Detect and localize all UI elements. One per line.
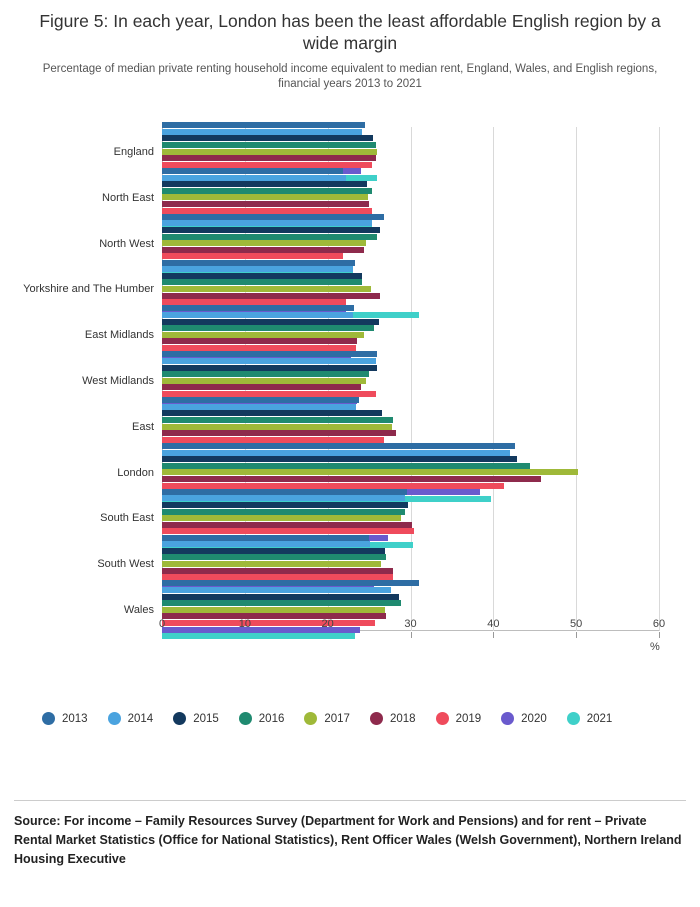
x-axis-tick [576, 632, 577, 638]
category-label: North West [99, 237, 154, 250]
x-axis-tick-label: 10 [238, 618, 251, 630]
bar [162, 201, 369, 207]
bar [162, 613, 386, 619]
bar [162, 600, 401, 606]
bar [162, 378, 366, 384]
bar [162, 535, 369, 541]
bar [162, 175, 346, 181]
bar [162, 384, 361, 390]
legend-swatch-icon [108, 712, 121, 725]
bar [162, 188, 372, 194]
legend-item[interactable] [108, 712, 154, 725]
x-gridline [493, 127, 494, 631]
bar [162, 332, 364, 338]
bar [162, 443, 515, 449]
bar [162, 247, 364, 253]
bar [162, 220, 372, 226]
x-axis-tick-label: 40 [487, 618, 500, 630]
legend-label: 2013 [62, 712, 88, 725]
bar [162, 463, 530, 469]
x-axis-unit-label: % [650, 641, 660, 653]
bar [162, 594, 399, 600]
category-label: England [113, 145, 154, 158]
category-label: Yorkshire and The Humber [23, 283, 154, 296]
bar [162, 404, 356, 410]
bar [162, 149, 377, 155]
category-label: South West [97, 558, 154, 571]
bar [162, 319, 379, 325]
legend-swatch-icon [370, 712, 383, 725]
bar [162, 483, 504, 489]
category-label: East [131, 420, 154, 433]
bar [162, 338, 357, 344]
legend-swatch-icon [173, 712, 186, 725]
x-axis-tick-label: 0 [158, 618, 166, 630]
bar [162, 391, 376, 397]
bar [162, 430, 396, 436]
bar [162, 548, 385, 554]
bar [162, 450, 510, 456]
bar [162, 260, 355, 266]
bar [162, 495, 405, 501]
bar [162, 305, 354, 311]
legend-item[interactable] [370, 712, 416, 725]
bar [162, 365, 377, 371]
bar [162, 351, 377, 357]
bar [162, 424, 392, 430]
bar [162, 476, 541, 482]
bar [162, 293, 380, 299]
x-axis-tick [493, 632, 494, 638]
legend-label: 2014 [127, 712, 154, 725]
bar [162, 587, 391, 593]
x-gridline [659, 127, 660, 631]
source-divider [14, 800, 686, 801]
bar [162, 554, 386, 560]
bar [162, 509, 405, 515]
x-axis-tick [659, 632, 660, 638]
bar [162, 240, 366, 246]
source-note: Source: For income – Family Resources Survey (Department for Work and Pensions) and for rent – Private Rental Market Statistics (Office for National Statistics), Rent Officer Wales (Welsh Government), Northern Ireland Housing Executive [14, 814, 682, 866]
bar [162, 135, 373, 141]
legend-item[interactable] [436, 712, 482, 725]
legend-item[interactable] [42, 712, 88, 725]
legend-item[interactable] [567, 712, 613, 725]
bar [162, 279, 362, 285]
bar [162, 162, 372, 168]
category-label: North East [102, 191, 154, 204]
bar [162, 234, 377, 240]
legend-label: 2021 [586, 712, 613, 725]
bar [162, 273, 362, 279]
chart-plot-area [162, 127, 659, 631]
category-label: Wales [123, 604, 154, 617]
bar [162, 129, 362, 135]
bar [162, 168, 343, 174]
x-gridline [411, 127, 412, 631]
bar [162, 437, 384, 443]
bar [162, 528, 414, 534]
x-axis-tick-label: 50 [570, 618, 583, 630]
bar [162, 214, 384, 220]
legend-label: 2015 [193, 712, 219, 725]
category-axis-labels [0, 127, 154, 631]
bar [162, 266, 353, 272]
legend-item[interactable] [239, 712, 285, 725]
bar [162, 568, 393, 574]
bar [162, 633, 355, 639]
bar [162, 456, 517, 462]
bar [162, 541, 370, 547]
bar [162, 502, 408, 508]
bar [162, 194, 368, 200]
legend-label: 2020 [521, 712, 547, 725]
bar [162, 358, 376, 364]
bar [162, 469, 578, 475]
bar [162, 155, 376, 161]
bar [162, 325, 374, 331]
bar [162, 299, 346, 305]
x-axis-tick [411, 632, 412, 638]
legend-item[interactable] [304, 712, 350, 725]
legend-label: 2019 [455, 712, 482, 725]
bar [162, 561, 381, 567]
x-axis-tick-label: 20 [321, 618, 334, 630]
bar [162, 574, 393, 580]
bar [162, 397, 359, 403]
figure-subtitle: Percentage of median private renting household income equivalent to median rent, England, Wales, and English regions, financial years 2013 to 2021 [42, 63, 658, 90]
chart-plot-wrapper [0, 108, 700, 653]
bar [162, 580, 419, 586]
bar [162, 227, 380, 233]
x-axis-tick-label: 30 [404, 618, 417, 630]
legend-item[interactable] [173, 712, 219, 725]
bar [162, 417, 393, 423]
x-axis-tick-label: 60 [652, 618, 666, 630]
bar [162, 312, 353, 318]
legend-item[interactable] [501, 712, 547, 725]
bar [162, 410, 382, 416]
category-label: West Midlands [82, 375, 154, 387]
bar [162, 607, 385, 613]
bar [162, 515, 401, 521]
legend-label: 2016 [258, 712, 285, 725]
bar [162, 371, 369, 377]
legend-swatch-icon [239, 712, 252, 725]
page-title: Figure 5: In each year, London has been the least affordable English region by a wide margin [39, 11, 661, 53]
category-label: South East [100, 512, 154, 525]
legend-swatch-icon [436, 712, 449, 725]
bar [162, 208, 372, 214]
legend-swatch-icon [304, 712, 317, 725]
bar [162, 620, 375, 626]
bar [162, 122, 365, 128]
bar [162, 142, 376, 148]
legend-swatch-icon [567, 712, 580, 725]
x-gridline [576, 127, 577, 631]
legend-label: 2018 [389, 712, 416, 725]
legend-swatch-icon [501, 712, 514, 725]
bar [162, 181, 367, 187]
category-label: East Midlands [84, 329, 154, 342]
bar [162, 345, 356, 351]
legend-label: 2017 [324, 712, 350, 725]
chart-legend [42, 712, 662, 725]
bar [162, 489, 407, 495]
bar [162, 522, 412, 528]
category-label: London [117, 466, 154, 479]
bar [162, 286, 371, 292]
legend-swatch-icon [42, 712, 55, 725]
bar [162, 253, 343, 259]
